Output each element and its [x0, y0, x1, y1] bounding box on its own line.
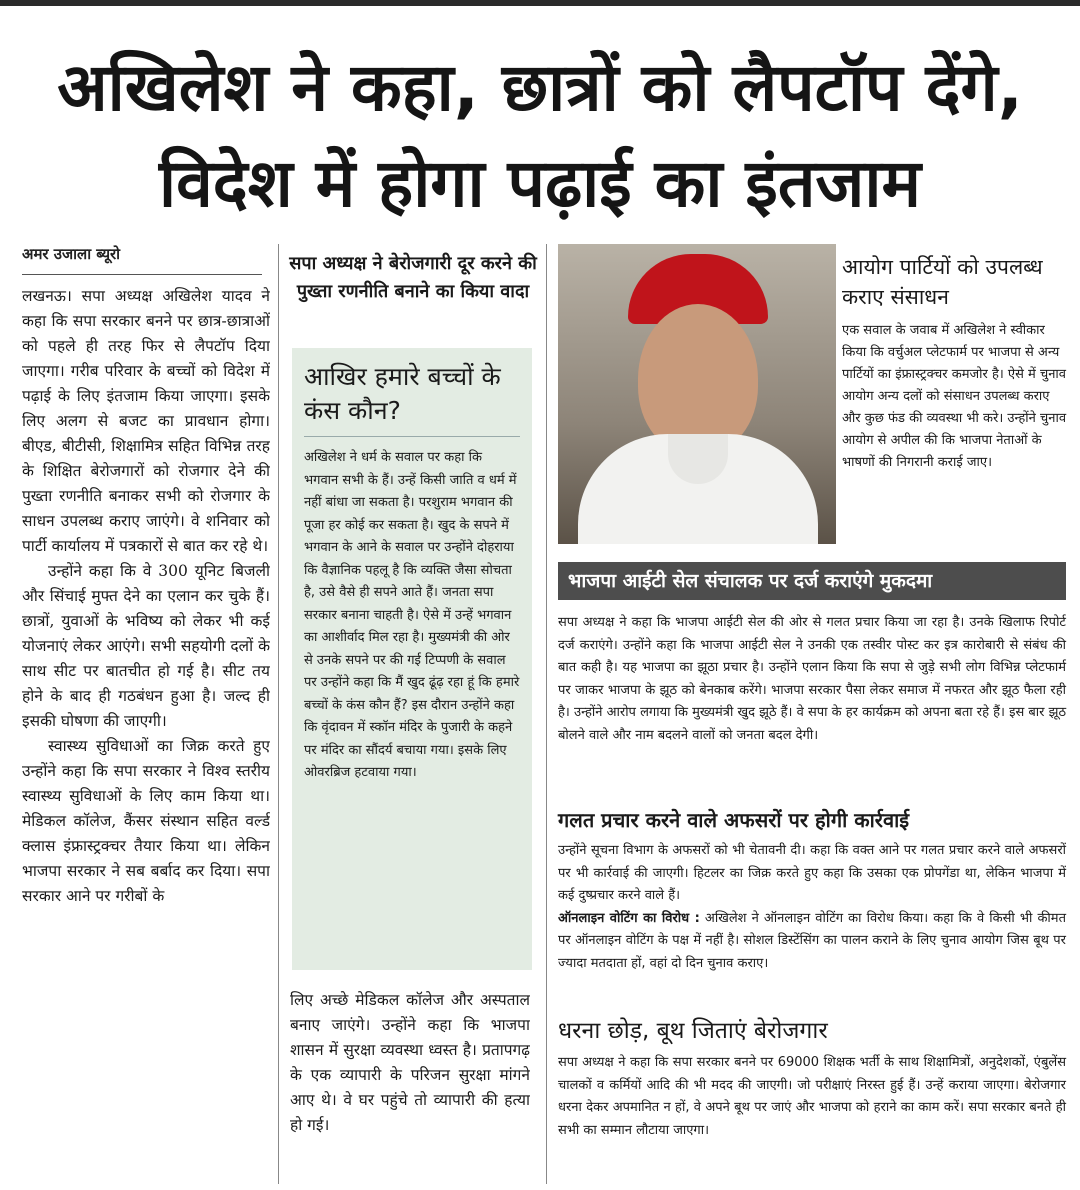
face-shape [638, 304, 758, 454]
sidebar-box-text: अखिलेश ने धर्म के सवाल पर कहा कि भगवान सभी के हैं। उन्हें किसी जाति व धर्म में नहीं बांधा जा सकता है। परशुराम भगवान की पूजा हर कोई कर सकता है। खुद के सपने में भगवान के आने के सवाल पर उन्होंने दोहराया कि वैज्ञानिक पहलू है कि व्यक्ति जैसा सोचता है, उसे वैसे ही सपने आते हैं। जनता सपा सरकार बनाना चाहती है। ऐसे में उन्हें भगवान का आशीर्वाद मिल रहा है। मुख्यमंत्री की ओर से उनके सपने पर की गई टिप्पणी के सवाल पर उन्होंने कहा कि मैं खुद ढूंढ़ रहा हूं कि हमारे बच्चों के कंस कौन हैं? इस दौरान उन्होंने कहा कि वृंदावन में स्कॉन मंदिर के पुजारी के कहने पर मंदिर का सौंदर्य बचाया गया। इसके लिए ओवरब्रिज हटवाया गया। [304, 450, 520, 780]
byline: अमर उजाला ब्यूरो [22, 244, 262, 275]
article-paragraph: उन्होंने कहा कि वे 300 यूनिट बिजली और सिंचाई मुफ्त देने का एलान कर चुके हैं। छात्रों, युवाओं के भविष्य को लेकर भी कई योजनाएं लेकर आएंगे। सभी सहयोगी दलों के साथ सीट पर बातचीत हो गई है। सीट तय होने के बाद ही गठबंधन हुआ है। जल्द ही इसकी घोषणा की जाएगी। [22, 562, 270, 730]
section-banner: भाजपा आईटी सेल संचालक पर दर्ज कराएंगे मुकदमा [558, 562, 1066, 600]
article-paragraph: स्वास्थ्य सुविधाओं का जिक्र करते हुए उन्होंने कहा कि सपा सरकार ने विश्व स्तरीय स्वास्थ्य सुविधाओं के लिए काम किया था। मेडिकल कॉलेज, कैंसर संस्थान सहित वर्ल्ड क्लास इंफ्रास्ट्रक्चर तैयार किया था। लेकिन भाजपा सरकार ने सब बर्बाद कर दिया। सपा सरकार आने पर गरीबों के [22, 737, 270, 905]
article-column-1 [22, 284, 270, 1184]
article-paragraph: लखनऊ। सपा अध्यक्ष अखिलेश यादव ने कहा कि सपा सरकार बनने पर छात्र-छात्राओं को पहले ही तरह फिर से लैपटॉप दिया जाएगा। गरीब परिवार के बच्चों को विदेश में पढ़ाई के लिए इंतजाम किया जाएगा। इसके लिए अलग से बजट का प्रावधान होगा। बीएड, बीटीसी, शिक्षामित्र सहित विभिन्न तरह के शिक्षित बेरोजगारों को रोजगार देने की पुख्ता रणनीति बनाकर सभी को रोजगार के साधन उपलब्ध कराए जाएंगे। वे शनिवार को पार्टी कार्यालय में पत्रकारों से बात कर रहे थे। [22, 287, 270, 555]
section-3-title: धरना छोड़, बूथ जिताएं बेरोजगार [558, 1018, 828, 1044]
headline: अखिलेश ने कहा, छात्रों को लैपटॉप देंगे, विदेश में होगा पढ़ाई का इंतजाम [57, 49, 1023, 222]
right-box-title: आयोग पार्टियों को उपलब्ध कराए संसाधन [842, 255, 1043, 309]
sidebar-box-title: आखिर हमारे बच्चों के कंस कौन? [304, 360, 520, 437]
inline-subhead-text: अखिलेश ने ऑनलाइन वोटिंग का विरोध किया। कहा कि वे किसी भी कीमत पर ऑनलाइन वोटिंग के पक्ष में नहीं है। सोशल डिस्टेंसिंग का पालन कराने के लिए चुनाव आयोग जिस बूथ पर ज्यादा मतदाता हों, वहां दो दिन चुनाव कराए। [558, 910, 1066, 971]
inline-subhead: ऑनलाइन वोटिंग का विरोध : [558, 910, 700, 926]
column-divider [546, 244, 547, 1184]
top-rule [0, 0, 1080, 6]
subheadline: सपा अध्यक्ष ने बेरोजगारी दूर करने की पुख्ता रणनीति बनाने का किया वादा [289, 253, 537, 302]
section-1-text: सपा अध्यक्ष ने कहा कि भाजपा आईटी सेल की ओर से गलत प्रचार किया जा रहा है। उनके खिलाफ रिपोर्ट दर्ज कराएंगे। उन्होंने कहा कि भाजपा आईटी सेल ने उनकी एक तस्वीर पोस्ट कर इत्र कारोबारी से संबंध की बात कही है। यह भाजपा का झूठा प्रचार है। उन्होंने एलान किया कि सपा से जुड़े सभी लोग विभिन्न प्लेटफार्म पर जाकर भाजपा के झूठ को बेनकाब करेंगे। भाजपा सरकार पैसा लेकर समाज में नफरत और झूठ फैला रही है। उन्होंने आरोप लगाया कि मुख्यमंत्री खुद झूठे हैं। वे सपा के हर कार्यक्रम को अपना बता रहे हैं। इस बार झूठ बोलने वाले और नाम बदलने वालों को जनता बदल देगी। [558, 615, 1066, 743]
sidebar-box [292, 348, 532, 970]
section-3-text: सपा अध्यक्ष ने कहा कि सपा सरकार बनने पर 69000 शिक्षक भर्ती के साथ शिक्षामित्रों, अनुदेशकों, एंबुलेंस चालकों व कर्मियों आदि की भी मदद की जाएगी। जो परीक्षाएं निरस्त हुई हैं। उन्हें कराया जाएगा। बेरोजगार धरना देकर अपमानित न हों, वे अपने बूथ पर जाएं और भाजपा को हराने का काम करें। सपा सरकार बनते ही सभी का सम्मान लौटाया जाएगा। [558, 1055, 1066, 1138]
section-2-body [558, 840, 1066, 976]
section-2-text: उन्होंने सूचना विभाग के अफसरों को भी चेतावनी दी। कहा कि वक्त आने पर गलत प्रचार करने वाले अफसरों पर भी कार्रवाई की जाएगी। हिटलर का जिक्र करते हुए कहा कि उसका एक प्रोपगेंडा था, लेकिन भाजपा में कई दुष्प्रचार करने वाले हैं। [558, 843, 1066, 904]
column-divider [278, 244, 279, 1184]
leader-photo [558, 244, 836, 544]
article-paragraph: लिए अच्छे मेडिकल कॉलेज और अस्पताल बनाए जाएंगे। उन्होंने कहा कि भाजपा शासन में सुरक्षा व्यवस्था ध्वस्त है। प्रतापगढ़ के एक व्यापारी के परिजन सुरक्षा मांगने आए थे। वे घर पहुंचे तो व्यापारी की हत्या हो गई। [290, 991, 530, 1134]
section-2-title: गलत प्रचार करने वाले अफसरों पर होगी कार्रवाई [558, 808, 910, 832]
article-column-2-continued [290, 988, 530, 1184]
right-box [842, 252, 1067, 474]
right-box-text: एक सवाल के जवाब में अखिलेश ने स्वीकार किया कि वर्चुअल प्लेटफार्म पर भाजपा से अन्य पार्टियों का इंफ्रास्ट्रक्चर कमजोर है। ऐसे में चुनाव आयोग अन्य दलों को संसाधन उपलब्ध कराए और कुछ फंड की व्यवस्था भी करे। उन्होंने चुनाव आयोग से अपील की कि भाजपा नेताओं के भाषणों की निगरानी कराई जाए। [842, 323, 1067, 470]
